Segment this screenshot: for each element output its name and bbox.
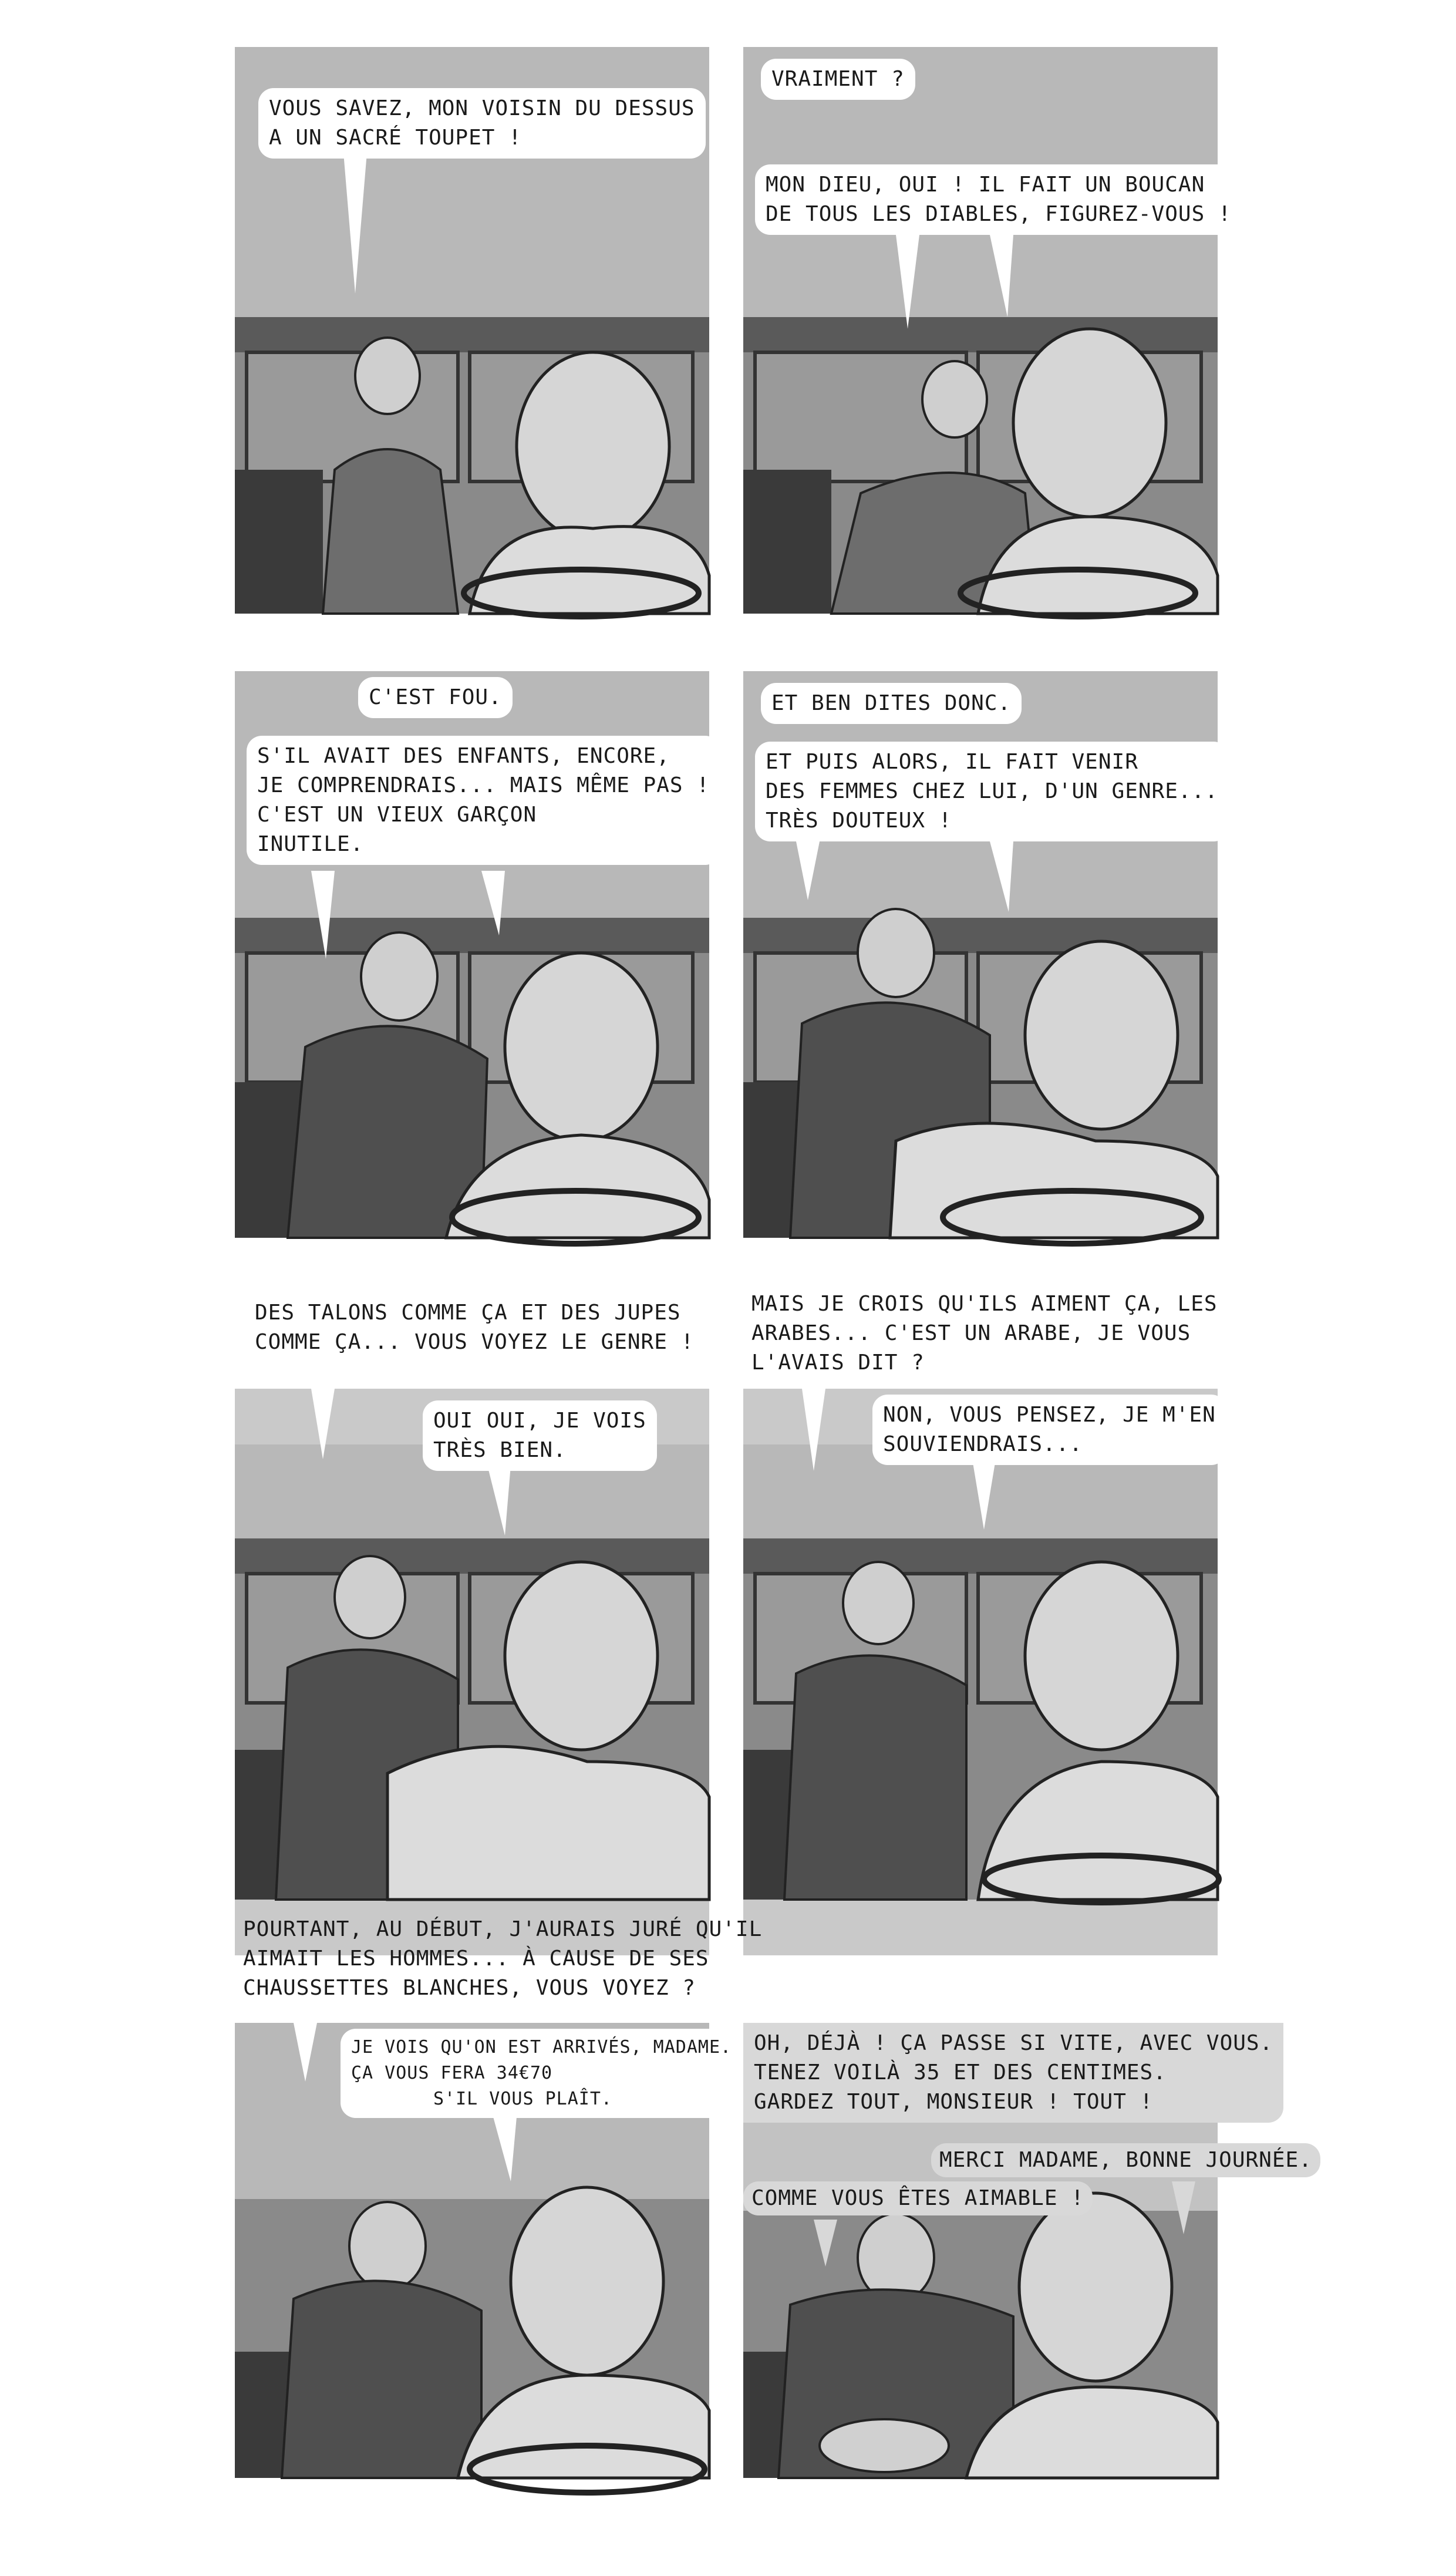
balloon-line: GARDEZ TOUT, MONSIEUR ! TOUT ! <box>754 2090 1154 2114</box>
comic-panel-3 <box>235 671 709 1238</box>
balloon-line: ÇA VOUS FERA 34€70 <box>351 2063 553 2083</box>
balloon-tail <box>343 153 367 294</box>
balloon-line: COMME ÇA... VOUS VOYEZ LE GENRE ! <box>255 1330 695 1354</box>
speech-balloon <box>258 88 706 159</box>
speech-balloon <box>743 2023 1283 2123</box>
balloon-tail <box>972 1459 996 1530</box>
balloon-tail <box>896 235 919 329</box>
balloon-line: C'EST UN VIEUX GARÇON <box>257 803 537 827</box>
speech-balloon <box>755 164 1242 235</box>
balloon-tail <box>796 841 820 900</box>
comic-panel-7 <box>235 1917 763 2478</box>
balloon-tail <box>990 841 1013 912</box>
comic-panel-8 <box>743 2023 1312 2478</box>
balloon-line: DE TOUS LES DIABLES, FIGUREZ-VOUS ! <box>766 202 1232 226</box>
balloon-line: COMME VOUS ÊTES AIMABLE ! <box>751 2186 1084 2210</box>
speech-balloon <box>761 59 915 100</box>
balloon-tail <box>487 1465 511 1536</box>
balloon-line: C'EST FOU. <box>369 685 502 709</box>
balloon-line: TRÈS BIEN. <box>433 1438 567 1462</box>
balloon-line: OUI OUI, JE VOIS <box>433 1409 646 1433</box>
speech-text-top <box>743 1286 1226 1381</box>
balloon-line: TENEZ VOILÀ 35 ET DES CENTIMES. <box>754 2060 1167 2085</box>
balloon-tail <box>481 871 505 935</box>
balloon-line: DES FEMMES CHEZ LUI, D'UN GENRE... <box>766 779 1218 803</box>
balloon-line: L'AVAIS DIT ? <box>751 1351 925 1375</box>
comic-panel-1 <box>235 47 709 614</box>
balloon-line: DES TALONS COMME ÇA ET DES JUPES <box>255 1301 681 1325</box>
speech-balloon <box>743 2181 1093 2215</box>
speech-balloon <box>761 683 1022 724</box>
balloon-tail <box>1172 2181 1195 2234</box>
balloon-line: NON, VOUS PENSEZ, JE M'EN <box>883 1403 1216 1427</box>
comic-panel-4 <box>743 671 1218 1238</box>
balloon-line: ARABES... C'EST UN ARABE, JE VOUS <box>751 1321 1191 1345</box>
balloon-line: INUTILE. <box>257 832 364 856</box>
balloon-line: POURTANT, AU DÉBUT, J'AURAIS JURÉ QU'IL <box>243 1917 763 1941</box>
balloon-line: MERCI MADAME, BONNE JOURNÉE. <box>939 2148 1312 2172</box>
balloon-tail <box>294 2023 317 2082</box>
speech-text-top <box>235 1911 770 2006</box>
speech-balloon <box>423 1400 657 1471</box>
comic-panel-2 <box>743 47 1232 614</box>
balloon-line: MON DIEU, OUI ! IL FAIT UN BOUCAN <box>766 173 1205 197</box>
speech-balloon <box>931 2143 1320 2177</box>
balloon-line: ET PUIS ALORS, IL FAIT VENIR <box>766 750 1138 774</box>
speech-text-top <box>247 1295 702 1361</box>
balloon-tail <box>311 871 335 959</box>
speech-balloon <box>755 742 1229 841</box>
balloon-line: AIMAIT LES HOMMES... À CAUSE DE SES <box>243 1947 709 1971</box>
balloon-line: TRÈS DOUTEUX ! <box>766 809 952 833</box>
comic-panel-6 <box>743 1292 1218 1955</box>
balloon-line: OH, DÉJÀ ! ÇA PASSE SI VITE, AVEC VOUS. <box>754 2031 1273 2055</box>
balloon-tail <box>802 1389 825 1471</box>
balloon-line: SOUVIENDRAIS... <box>883 1432 1083 1456</box>
balloon-tail <box>311 1389 335 1459</box>
balloon-line: ET BEN DITES DONC. <box>771 691 1012 715</box>
speech-balloon <box>358 677 513 718</box>
balloon-line: JE VOIS QU'ON EST ARRIVÉS, MADAME. <box>351 2037 732 2058</box>
balloon-line: CHAUSSETTES BLANCHES, VOUS VOYEZ ? <box>243 1976 696 2000</box>
speech-balloon <box>247 736 720 865</box>
speech-balloon <box>872 1395 1226 1465</box>
bus-scene-illustration <box>743 47 1218 614</box>
speech-balloon <box>341 2029 742 2118</box>
bus-scene-illustration <box>235 1389 709 1955</box>
balloon-line: A UN SACRÉ TOUPET ! <box>269 126 522 150</box>
balloon-line: JE COMPRENDRAIS... MAIS MÊME PAS ! <box>257 773 710 797</box>
balloon-line: VOUS SAVEZ, MON VOISIN DU DESSUS <box>269 96 695 120</box>
balloon-line: MAIS JE CROIS QU'ILS AIMENT ÇA, LES <box>751 1292 1218 1316</box>
balloon-tail <box>493 2117 517 2181</box>
comic-panel-5 <box>235 1301 709 1955</box>
balloon-line: S'IL VOUS PLAÎT. <box>433 2089 612 2109</box>
balloon-tail <box>814 2220 837 2267</box>
balloon-line: S'IL AVAIT DES ENFANTS, ENCORE, <box>257 744 670 768</box>
balloon-line: VRAIMENT ? <box>771 67 905 91</box>
balloon-tail <box>990 235 1013 317</box>
